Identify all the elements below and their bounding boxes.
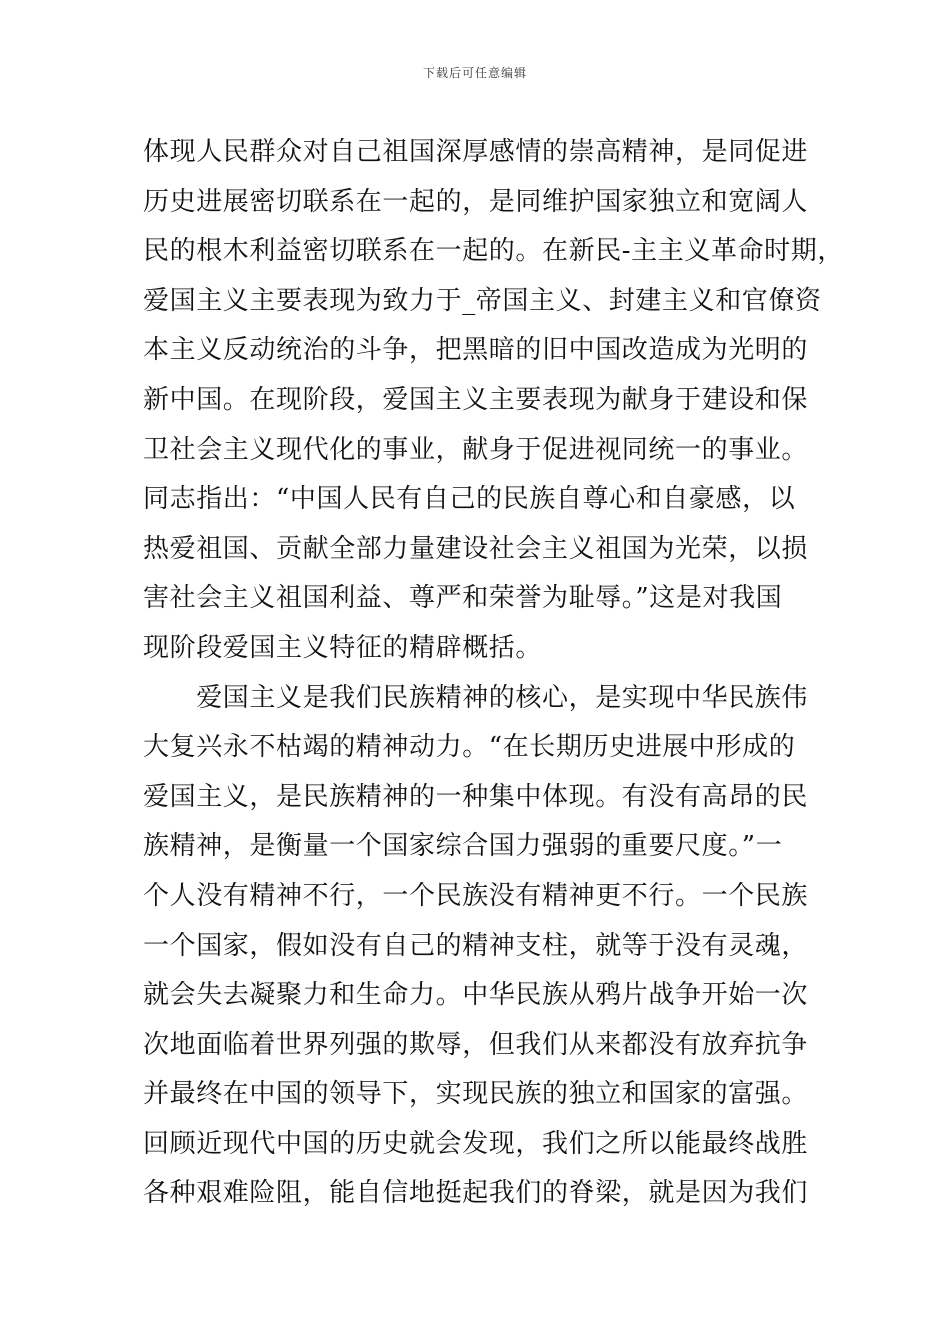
text-line: 爱国主义，是民族精神的一种集中体现。有没有高昂的民 xyxy=(143,781,809,812)
text-line: 各种艰难险阻，能自信地挺起我们的脊梁，就是因为我们 xyxy=(143,1178,809,1209)
text-line: 卫社会主义现代化的事业，献身于促进视同统一的事业。 xyxy=(143,434,809,465)
text-line: 热爱祖国、贡献全部力量建设社会主义祖国为光荣，以损 xyxy=(143,533,809,564)
text-line: 大复兴永不枯竭的精神动力。“在长期历史进展中形成的 xyxy=(143,732,796,763)
text-line: 次地面临着世界列强的欺辱，但我们从来都没有放弃抗争 xyxy=(143,1029,809,1060)
text-line: 爱国主义主要表现为致力于_帝国主义、封建主义和官僚资 xyxy=(143,285,822,316)
paragraph-start-line: 爱国主义是我们民族精神的核心，是实现中华民族伟 xyxy=(143,682,809,713)
body-text xyxy=(143,128,844,1219)
text-line: 回顾近现代中国的历史就会发现，我们之所以能最终战胜 xyxy=(143,1128,809,1159)
text-line: 本主义反动统治的斗争，把黑暗的旧中国改造成为光明的 xyxy=(143,335,809,366)
text-line: 个人没有精神不行，一个民族没有精神更不行。一个民族 xyxy=(143,880,809,911)
text-line: 同志指出：“中国人民有自己的民族自尊心和自豪感，以 xyxy=(143,484,796,515)
text-line: 现阶段爱国主义特征的精辟概括。 xyxy=(143,632,543,663)
text-line: 新中国。在现阶段，爱国主义主要表现为献身于建设和保 xyxy=(143,384,809,415)
text-line: 民的根木利益密切联系在一起的。在新民-主主义革命时期， xyxy=(143,236,844,267)
text-line: 并最终在中国的领导下，实现民族的独立和国家的富强。 xyxy=(143,1079,809,1110)
text-line: 一个国家，假如没有自己的精神支柱，就等于没有灵魂， xyxy=(143,930,809,961)
text-line: 体现人民群众对自己祖国深厚感情的崇高精神，是同促进 xyxy=(143,137,809,167)
text-line: 害社会主义祖国利益、尊严和荣誉为耻辱。”这是对我国 xyxy=(143,583,783,614)
text-line: 族精神，是衡量一个国家综合国力强弱的重要尺度。”一 xyxy=(143,831,783,862)
text-line: 历史进展密切联系在一起的，是同维护国家独立和宽阔人 xyxy=(143,186,809,217)
text-line: 就会失去凝聚力和生命力。中华民族从鸦片战争开始一次 xyxy=(143,980,809,1011)
page-header: 下载后可任意编辑 xyxy=(422,66,527,80)
